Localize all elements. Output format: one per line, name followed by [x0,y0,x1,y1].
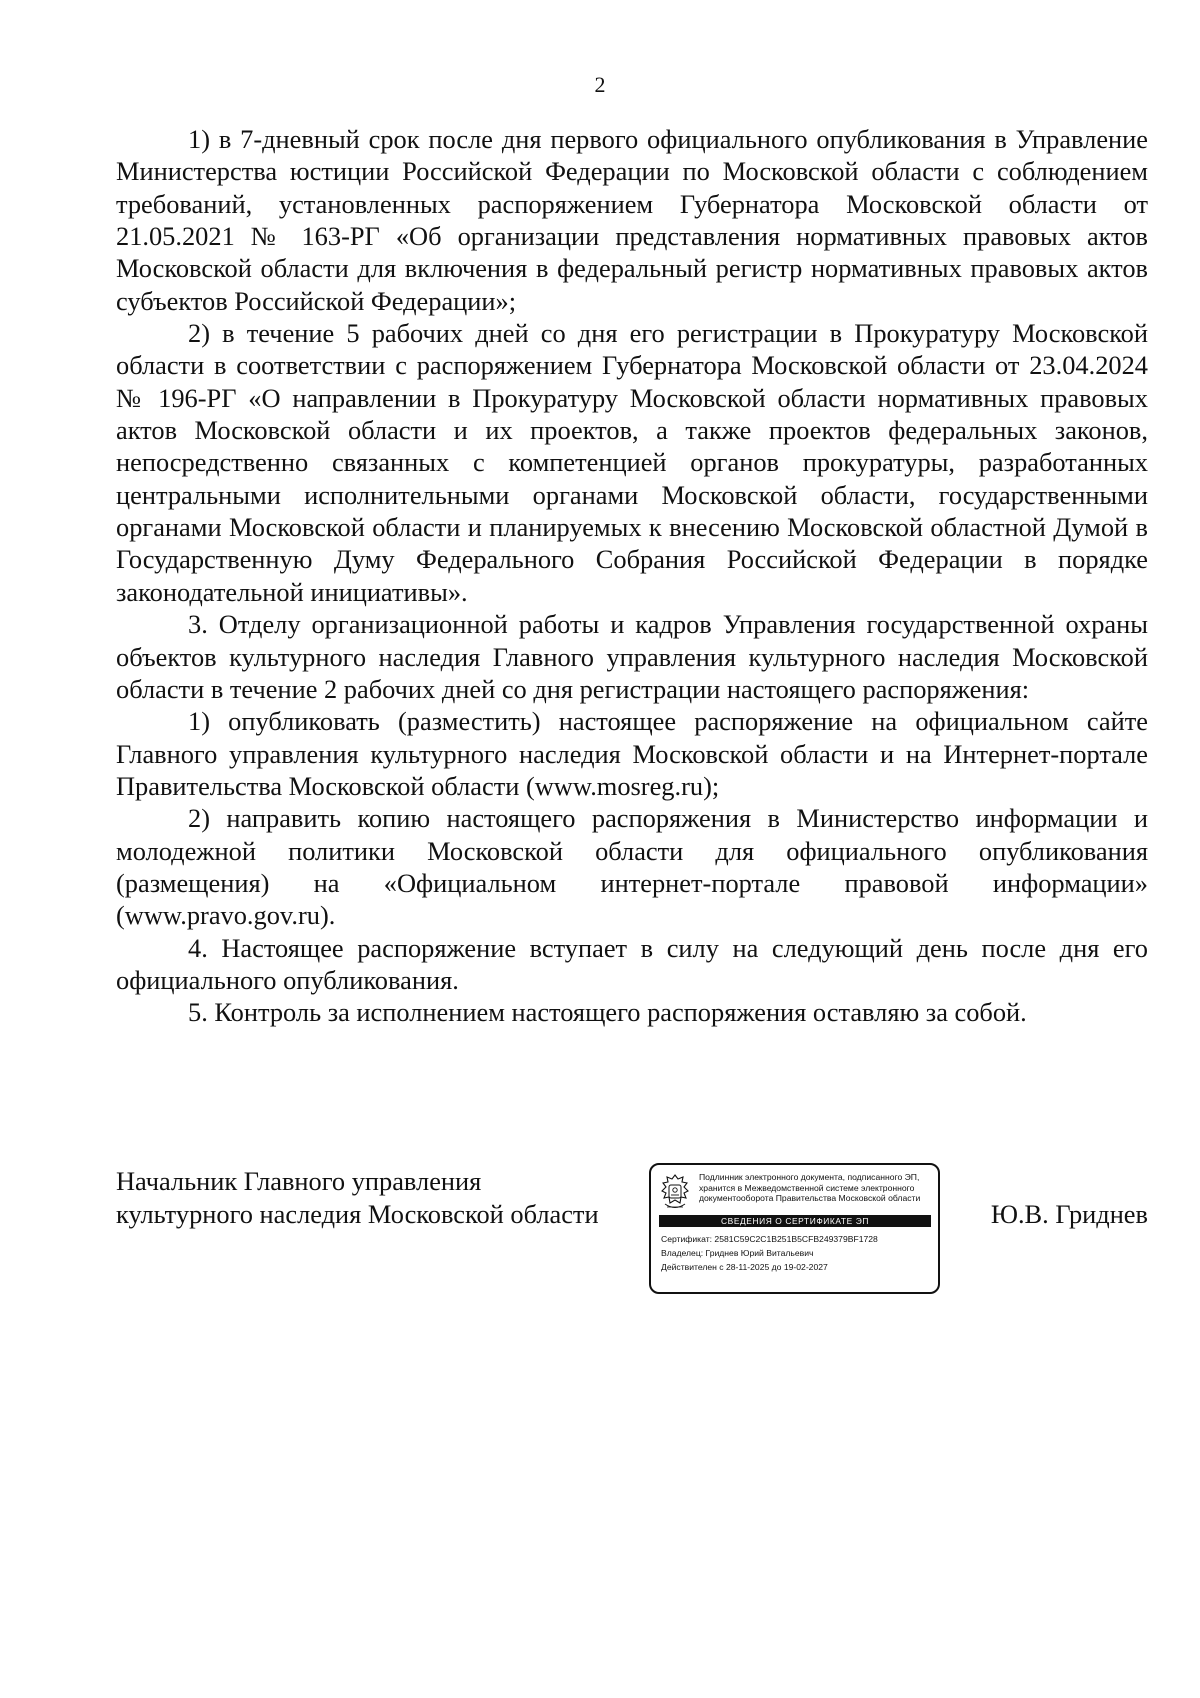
electronic-signature-stamp [649,1163,940,1294]
stamp-note-line-3: документооборота Правительства Московской области [699,1193,921,1204]
signer-title-line-2: культурного наследия Московской области [116,1199,599,1229]
stamp-header-bar: СВЕДЕНИЯ О СЕРТИФИКАТЕ ЭП [659,1215,931,1227]
signature-block [116,1163,1148,1283]
paragraph-3-item-2: 2) направить копию настоящего распоряжения в Министерство информации и молодежной политики Московской области для официального опубликования (размещения) на «Официальном интернет-портале правовой информации» (www.pravo.gov.ru). [116,803,1148,931]
paragraph-3-item-1: 1) опубликовать (разместить) настоящее распоряжение на официальном сайте Главного управления культурного наследия Московской области и на Интернет-портале Правительства Московской области (www.mosreg.ru); [116,706,1148,801]
stamp-note-line-2: хранится в Межведомственной системе электронного [699,1182,915,1193]
stamp-certificate: Сертификат: 2581C59C2C1B251B5CFB249379BF1728 [661,1234,878,1244]
paragraph-item-1: 1) в 7-дневный срок после дня первого официального опубликования в Управление Министерства юстиции Российской Федерации по Московской области с соблюдением требований, установленных распоряжением Губернатора Московской области от 21.05.2021 № 163-РГ «Об организации представления нормативных правовых актов Московской области для включения в федеральный регистр нормативных правовых актов субъектов Российской Федерации»; [116,124,1148,316]
paragraph-4: 4. Настоящее распоряжение вступает в силу на следующий день после дня его официального опубликования. [116,932,1148,995]
stamp-validity: Действителен с 28-11-2025 до 19-02-2027 [661,1262,828,1272]
page-number: 2 [594,72,606,97]
stamp-note-line-1: Подлинник электронного документа, подписанного ЭП, [699,1172,920,1182]
signer-title-line-1: Начальник Главного управления [116,1166,482,1196]
stamp-owner: Владелец: Гриднев Юрий Витальевич [661,1248,814,1258]
stamp-note [699,1172,934,1204]
signer-title [116,1165,599,1231]
paragraph-3: 3. Отделу организационной работы и кадров Управления государственной охраны объектов культурного наследия Главного управления культурного наследия Московской области в течение 2 рабочих дней со дня регистрации настоящего распоряжения: [116,609,1148,704]
document-body [116,123,1148,1029]
paragraph-item-2: 2) в течение 5 рабочих дней со дня его регистрации в Прокуратуру Московской области в соответствии с распоряжением Губернатора Московской области от 23.04.2024 № 196-РГ «О направлении в Прокуратуру Московской области нормативных правовых актов Московской области и их проектов, а также проектов федеральных законов, непосредственно связанных с компетенцией органов прокуратуры, разработанных центральными исполнительными органами Московской области, государственными органами Московской области и планируемых к внесению Московской областной Думой в Государственную Думу Федерального Собрания Российской Федерации в порядке законодательной инициативы». [116,318,1148,607]
coat-of-arms-icon [657,1173,693,1213]
paragraph-5: 5. Контроль за исполнением настоящего распоряжения оставляю за собой. [188,997,1027,1028]
signer-name: Ю.В. Гриднев [990,1199,1148,1229]
